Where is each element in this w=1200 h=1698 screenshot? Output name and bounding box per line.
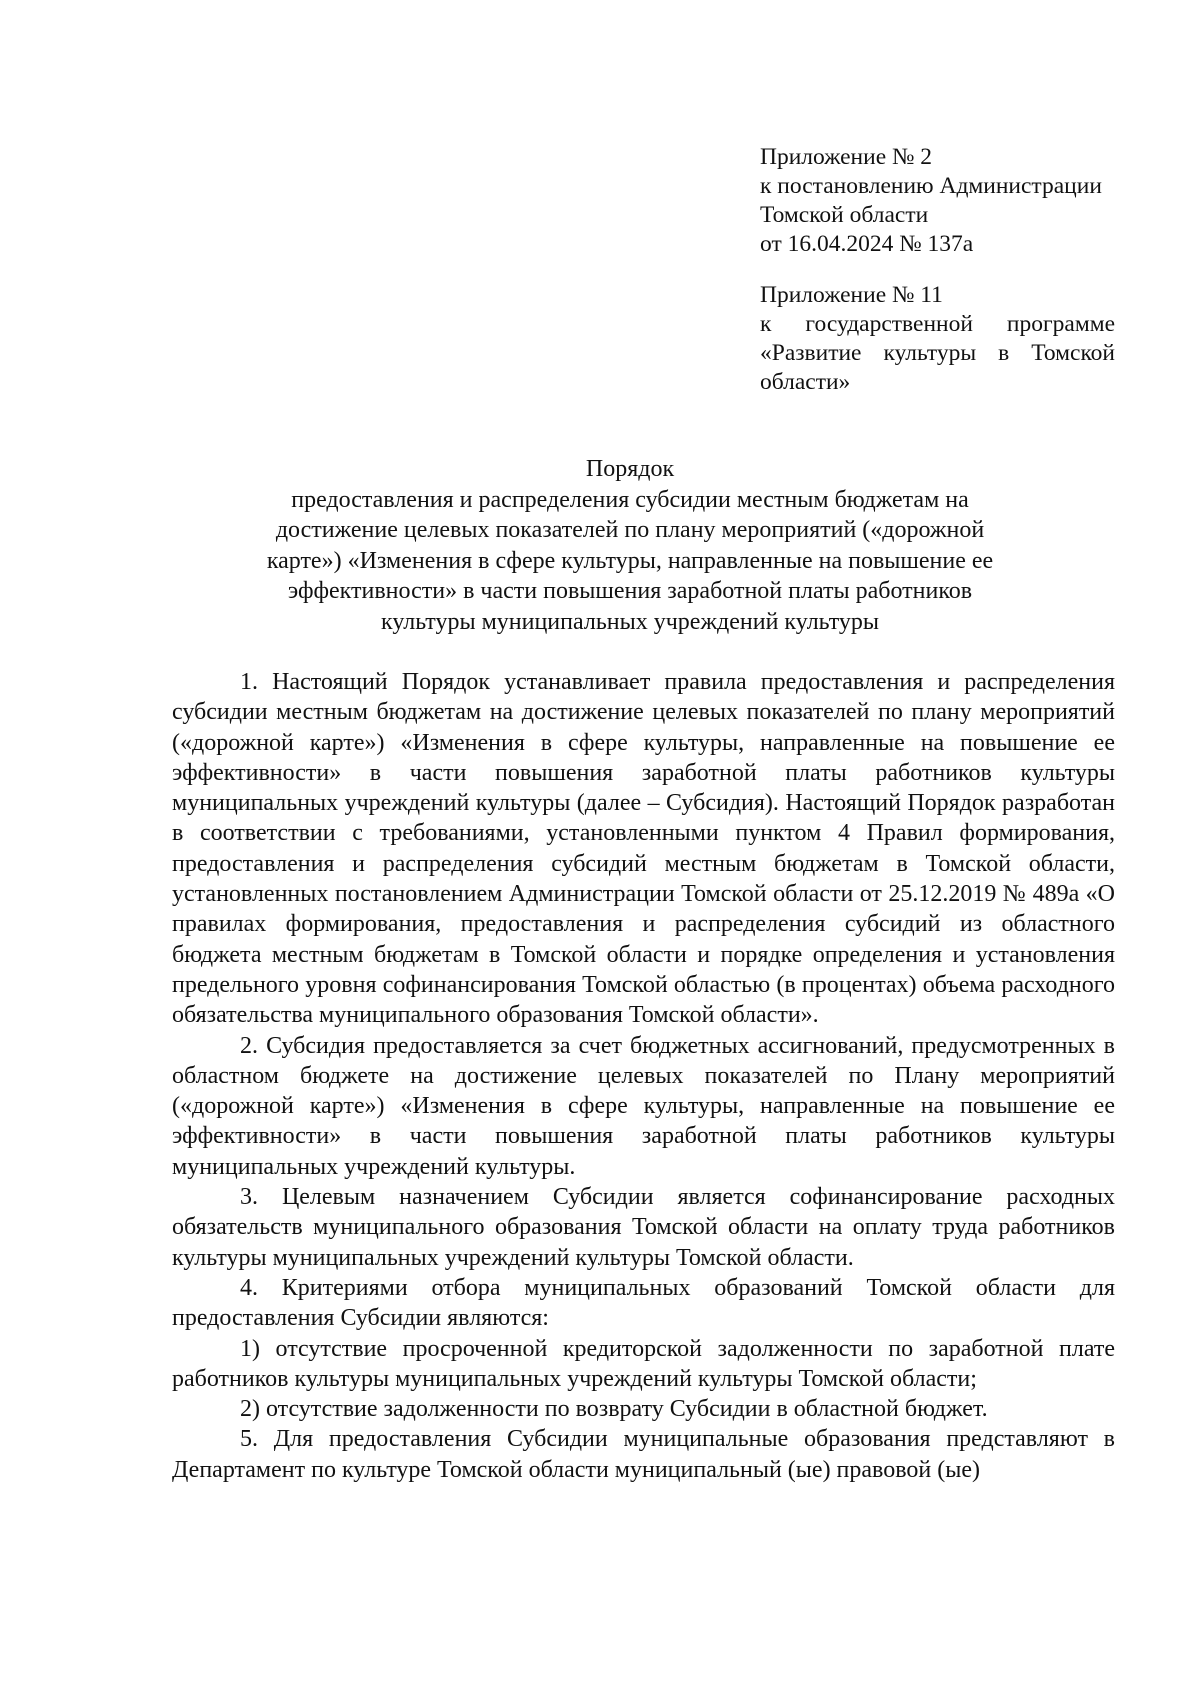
title-line: эффективности» в части повышения заработной платы работников <box>287 578 973 604</box>
title-line: карте») «Изменения в сфере культуры, направленные на повышение ее <box>266 547 994 574</box>
appendix-reference-program <box>760 281 1115 397</box>
title-line: культуры муниципальных учреждений культуры <box>381 608 879 635</box>
title-line: достижение целевых показателей по плану мероприятий («дорожной <box>275 517 985 543</box>
appendix-reference-resolution <box>760 143 1115 259</box>
document-title <box>170 454 1090 637</box>
title-heading: Порядок <box>585 456 675 482</box>
appendix-number: Приложение № 11 <box>760 282 943 308</box>
appendix-program-ref: к государственной программе <box>760 311 1115 337</box>
appendix-program-name: «Развитие культуры в Томской <box>760 340 1115 366</box>
paragraph-3: 3. Целевым назначением Субсидии является софинансирование расходных обязательств муниципального образования Томской области на оплату труда работников культуры муниципальных учреждений культуры Томской области. <box>172 1184 1115 1271</box>
paragraph-5: 5. Для предоставления Субсидии муниципальные образования представляют в Департамент по культуре Томской области муниципальный (ые) правовой (ые) <box>172 1426 1115 1483</box>
criterion-1: 1) отсутствие просроченной кредиторской задолженности по заработной плате работников культуры муниципальных учреждений культуры Томской области; <box>172 1335 1115 1392</box>
document-body <box>172 667 1115 1485</box>
paragraph-2: 2. Субсидия предоставляется за счет бюджетных ассигнований, предусмотренных в областном бюджете на достижение целевых показателей по Плану мероприятий («дорожной карте») «Изменения в сфере культуры, направленные на повышение ее эффективности» в части повышения заработной платы работников культуры муниципальных учреждений культуры. <box>172 1032 1115 1180</box>
appendix-region: Томской области <box>760 202 929 228</box>
appendix-resolution-ref: к постановлению Администрации <box>760 173 1102 199</box>
paragraph-4: 4. Критериями отбора муниципальных образований Томской области для предоставления Субсидии являются: <box>172 1274 1115 1332</box>
paragraph-1: 1. Настоящий Порядок устанавливает правила предоставления и распределения субсидии местным бюджетам на достижение целевых показателей по плану мероприятий («дорожной карте») «Изменения в сфере культуры, направленные на повышение ее эффективности» в части повышения заработной платы работников культуры муниципальных учреждений культуры (далее – Субсидия). Настоящий Порядок разработан в соответствии с требованиями, установленными пунктом 4 Правил формирования, предоставления и распределения субсидий местным бюджетам в Томской области, установленных постановлением Администрации Томской области от 25.12.2019 № 489а «О правилах формирования, предоставления и распределения субсидий из областного бюджета местным бюджетам в Томской области и порядке определения и установления предельного уровня софинансирования Томской областью (в процентах) объема расходного обязательства муниципального образования Томской области». <box>172 669 1115 1029</box>
appendix-number: Приложение № 2 <box>760 144 933 170</box>
appendix-date-number: от 16.04.2024 № 137а <box>760 231 974 257</box>
appendix-program-name-end: области» <box>760 369 851 395</box>
criterion-2: 2) отсутствие задолженности по возврату Субсидии в областной бюджет. <box>240 1396 988 1423</box>
title-line: предоставления и распределения субсидии местным бюджетам на <box>291 486 969 513</box>
